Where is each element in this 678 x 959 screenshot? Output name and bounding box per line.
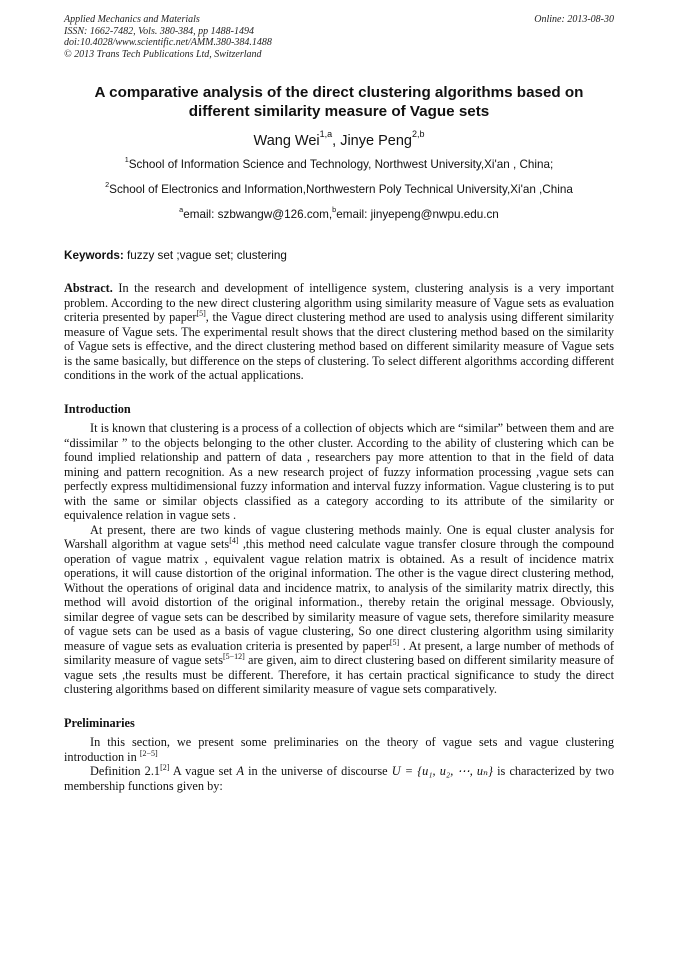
- text-run: Definition 2.1: [90, 764, 161, 778]
- author-name: Jinye Peng: [340, 133, 412, 149]
- section-heading-introduction: Introduction: [64, 401, 131, 416]
- keywords: [64, 249, 614, 262]
- author-name: Wang Wei: [253, 133, 320, 149]
- title-line: different similarity measure of Vague sets: [188, 103, 490, 120]
- math-symbol: A: [236, 764, 244, 778]
- affiliation-mark: 1: [124, 154, 129, 164]
- keywords-text: fuzzy set ;vague set; clustering: [123, 249, 287, 262]
- affiliation-text: School of Electronics and Information,Northwestern Poly Technical University,Xi'an ,China: [109, 183, 573, 196]
- citation: [5]: [196, 308, 206, 318]
- journal-header: [64, 14, 614, 60]
- paper-page: [64, 14, 614, 793]
- citation: [2−5]: [139, 748, 158, 758]
- email-line: [64, 204, 614, 222]
- text-run: A vague set: [169, 764, 237, 778]
- text-run: are given, aim to direct clustering based on different similarity measure of vague sets ,the results must be different. Therefore, it has certain practical significance to study the direct clustering algorithms based on different similarity measure of vague sets comparatively.: [64, 653, 614, 696]
- doi-line[interactable]: doi:10.4028/www.scientific.net/AMM.380-384.1488: [64, 37, 272, 48]
- citation: [5]: [389, 637, 400, 647]
- email-mark: b: [332, 204, 337, 214]
- paper-title: [64, 83, 614, 121]
- author-separator: ,: [332, 133, 341, 149]
- keywords-label: Keywords:: [64, 249, 124, 262]
- section-heading-preliminaries: Preliminaries: [64, 715, 135, 730]
- text-run: in the universe of discourse: [244, 764, 392, 778]
- text-run: In this section, we present some preliminaries on the theory of vague sets and vague clustering introduction in: [64, 735, 614, 764]
- abstract-label: Abstract.: [64, 281, 113, 295]
- text-run: ,this method need calculate vague transfer closure through the compound operation of vague matrix , equivalent vague relation matrix is obtained. As a result of incidence matrix operations, it will cause distortion of the original information. The other is the vague direct clustering method, Without the operations of original data and incidence matrix, to analysis of the similarity matrix directly, this method will avoid distortion of the original information., thereby retain the original message. Obviously, similar degree of vague sets can be described by similarity measure of vague sets, therefore similarity measure of vague sets can be used as a basis of vague clustering, So one direct clustering algorithm using similarity measure of vague sets as evaluation criteria is presented by paper: [64, 537, 614, 653]
- paragraph: [64, 735, 614, 764]
- copyright-line: © 2013 Trans Tech Publications Ltd, Switzerland: [64, 48, 262, 60]
- issn-line: ISSN: 1662-7482, Vols. 380-384, pp 1488-1494: [64, 25, 254, 37]
- math-expression: U = {u₁, u₂, ⋯, uₙ}: [391, 764, 493, 778]
- paragraph: It is known that clustering is a process of a collection of objects which are “similar” between them and are “dissimilar ” to the objects belonging to the other cluster. According to the ability of clustering which can be found implied relationship and pattern of data , researchers pay more attention to that in the field of data mining and pattern recognition. As a new research project of fuzzy information processing ,vague sets can perfectly express multidimensional fuzzy information and interval fuzzy information. Vague clustering is to put with the same or similar objects classified as a category according to its attribute of the similarity or equivalence relation in vague sets .: [64, 421, 614, 522]
- paragraph: [64, 523, 614, 697]
- citation: [4]: [229, 535, 239, 545]
- author-affiliation-mark: 1,a: [319, 129, 333, 140]
- affiliation-2: [64, 179, 614, 197]
- text-run: is characterized by two membership functions given by:: [64, 764, 614, 793]
- abstract-text: In the research and development of intelligence system, clustering analysis is a very important problem. According to the new direct clustering algorithm using similarity measure of Vague sets as evaluation criteria presented by paper: [64, 281, 614, 324]
- journal-name: Applied Mechanics and Materials: [64, 14, 200, 25]
- text-run: At present, there are two kinds of vague clustering methods mainly. One is equal cluster analysis for Warshall algorithm at vague sets: [64, 522, 614, 551]
- abstract: [64, 281, 614, 383]
- citation: [2]: [160, 762, 170, 772]
- email-mark: a: [179, 204, 184, 214]
- paragraph: [64, 764, 614, 793]
- author-list: [64, 129, 614, 150]
- affiliation-1: [64, 154, 614, 172]
- text-run: . At present, a large number of methods of similarity measure of vague sets: [64, 638, 614, 667]
- online-date: Online: 2013-08-30: [534, 14, 614, 25]
- affiliation-text: School of Information Science and Technology, Northwest University,Xi'an , China;: [128, 158, 554, 171]
- email-address[interactable]: email: jinyepeng@nwpu.edu.cn: [336, 208, 499, 221]
- affiliation-mark: 2: [105, 179, 110, 189]
- citation: [5−12]: [223, 651, 245, 661]
- author-affiliation-mark: 2,b: [411, 129, 425, 140]
- email-address[interactable]: email: szbwangw@126.com,: [183, 208, 333, 221]
- abstract-text: , the Vague direct clustering method are used to analysis using different similarity measure of Vague sets. The experimental result shows that the direct clustering method based on the similarity of Vague sets is effective, and the direct clustering method based on different similarity measure of Vague sets is the same basically, but difference on the steps of clustering. To select different algorithms according different conditions in the work of the actual applications.: [64, 310, 614, 382]
- title-line: A comparative analysis of the direct clustering algorithms based on: [94, 84, 584, 101]
